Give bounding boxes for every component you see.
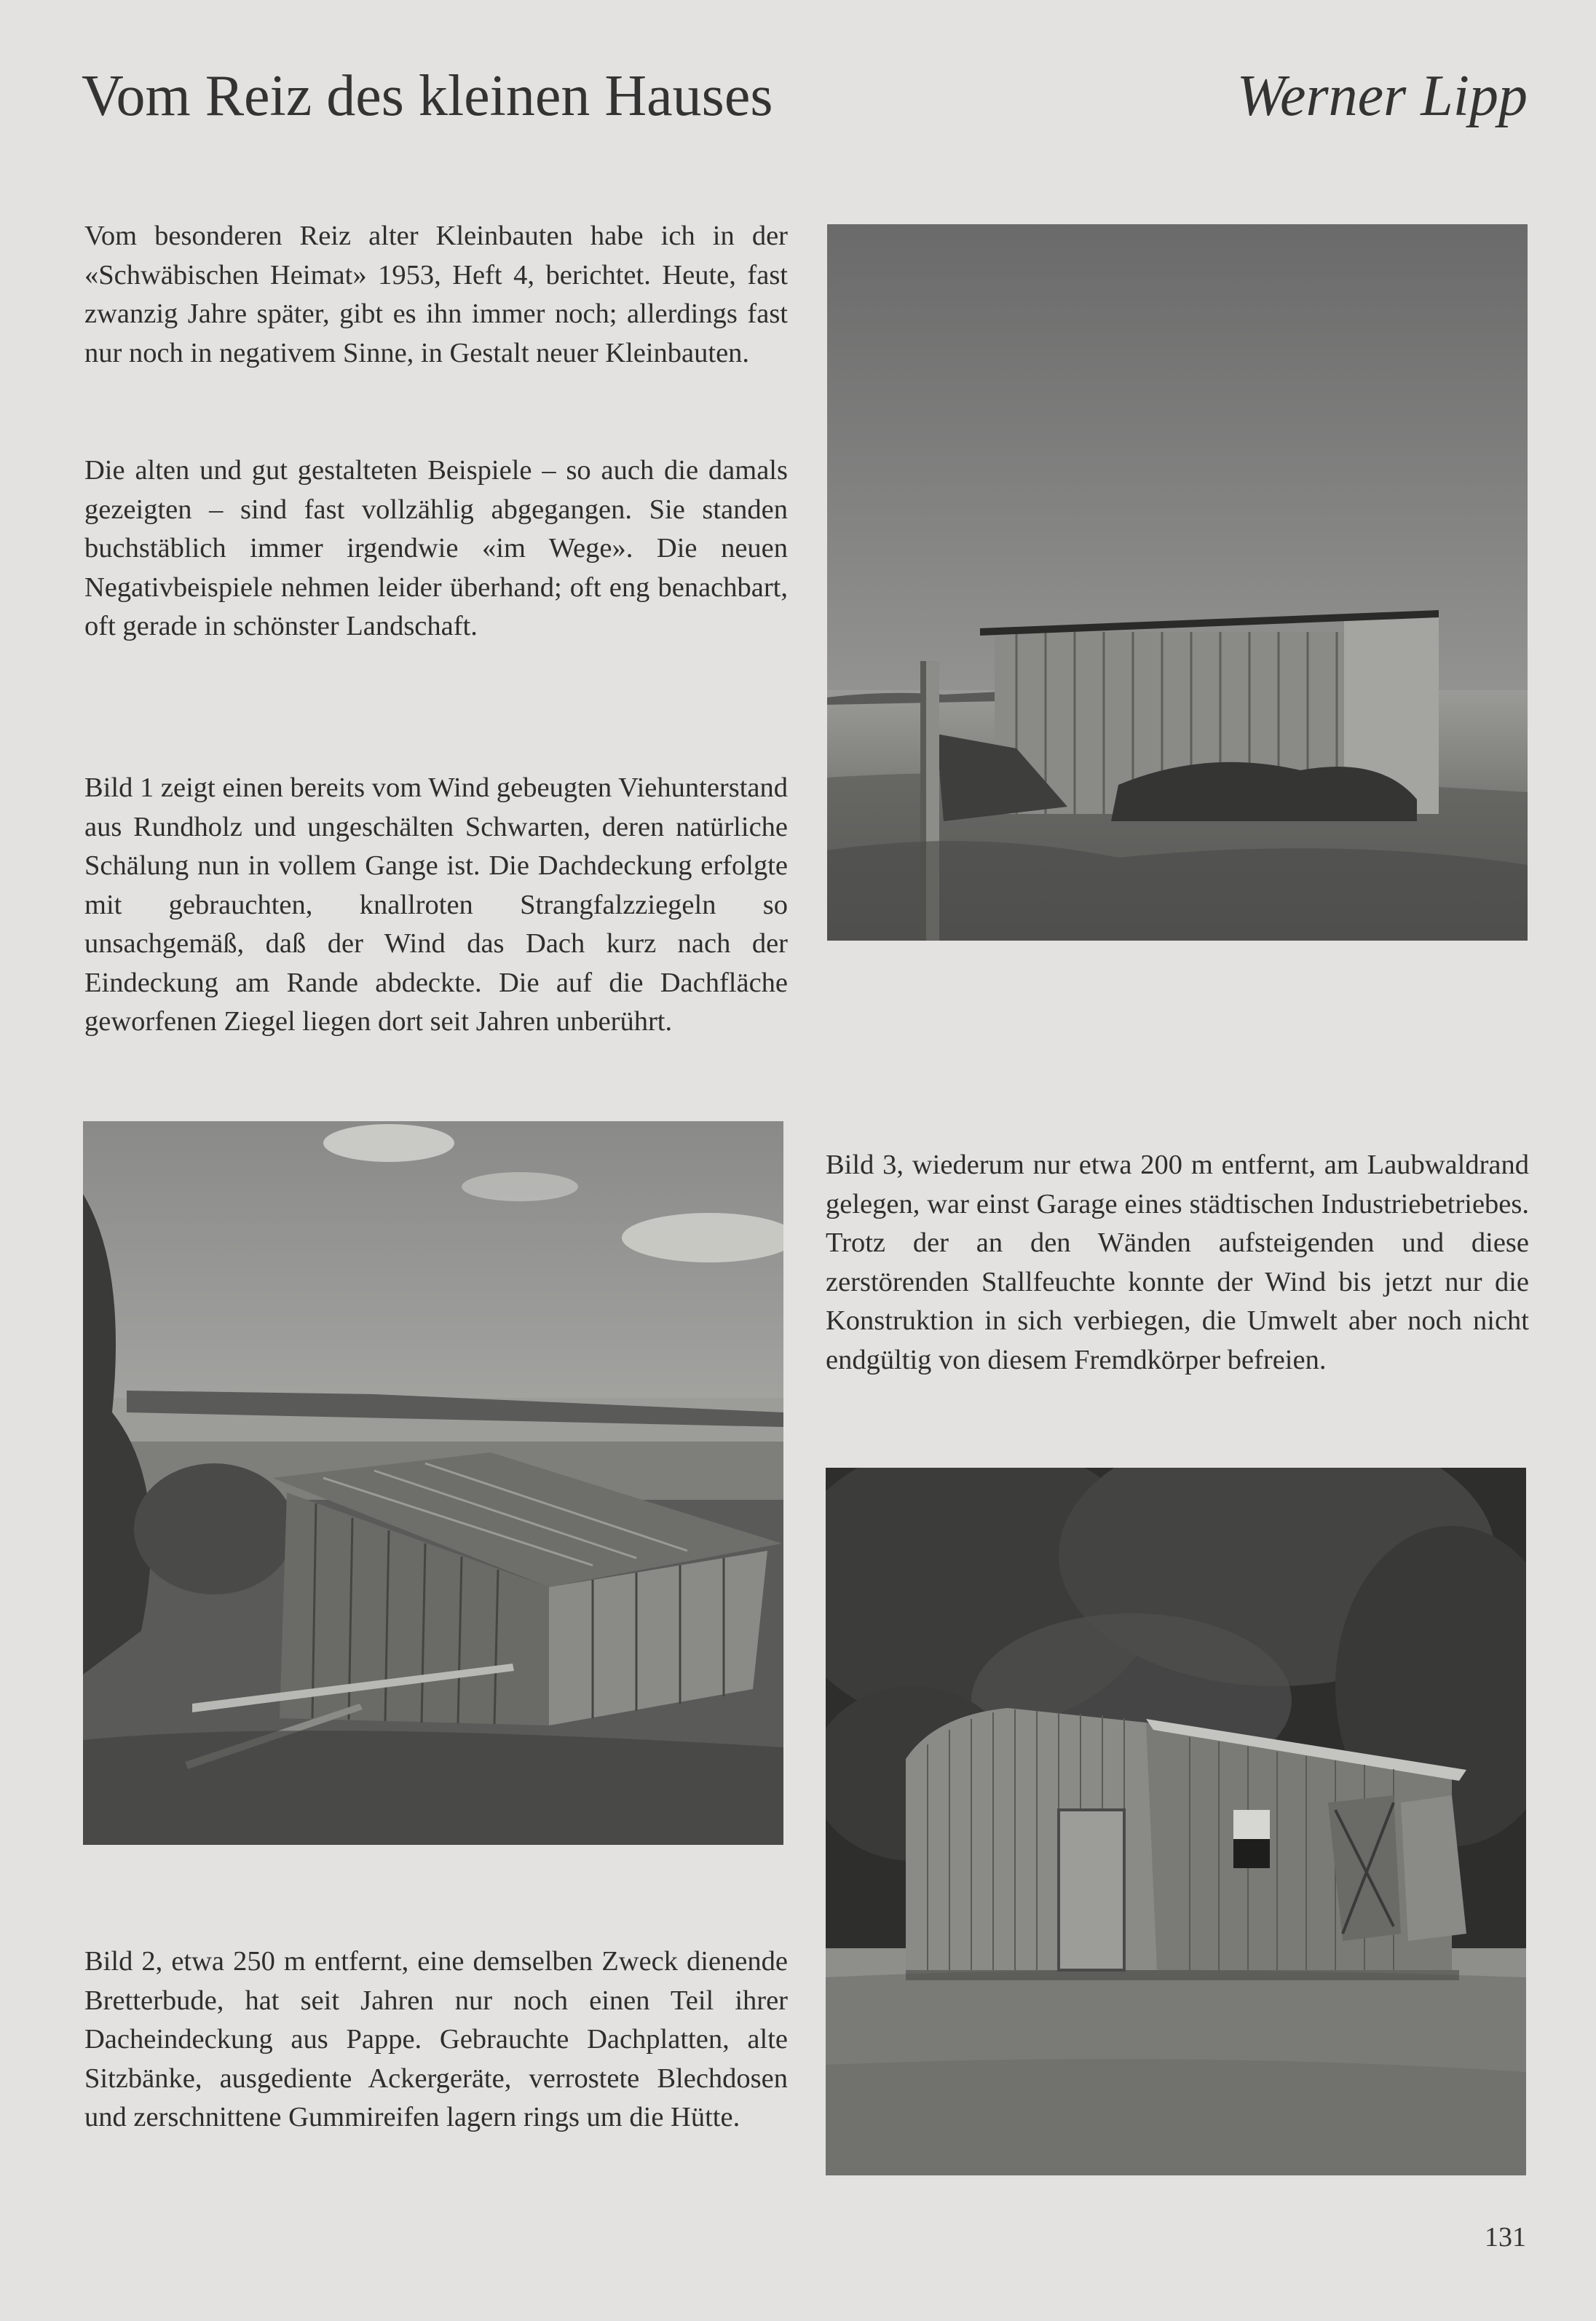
article-title: Vom Reiz des kleinen Hauses (82, 64, 773, 128)
page-number: 131 (1485, 2222, 1526, 2253)
photo-shed-field (827, 224, 1528, 941)
paragraph-bild-3: Bild 3, wiederum nur etwa 200 m entfernt, am Laubwaldrand gelegen, war einst Garage eines städtischen Industriebetriebes. Trotz der an den Wänden aufsteigenden und diese zerstörenden Stallfeuchte konnte der Wind bis jetzt nur die Konstruktion in sich verbiegen, die Umwelt aber noch nicht endgültig von diesem Fremdkörper befreien. (826, 1150, 1529, 1375)
photo-shed-landscape (83, 1121, 783, 1845)
paragraph-bild-2: Bild 2, etwa 250 m entfernt, eine demselben Zweck dienende Bretterbude, hat seit Jahren nur noch einen Teil ihrer Dacheindeckung aus Pappe. Gebrauchte Dachplatten, alte Sitzbänke, ausgediente Ackergeräte, verrostete Blechdosen und zerschnittene Gummireifen lagern rings um die Hütte. (84, 1946, 788, 2132)
paragraph-intro: Vom besonderen Reiz alter Kleinbauten habe ich in der «Schwäbischen Heimat» 1953, Heft 4, berichtet. Heute, fast zwanzig Jahre später, gibt es ihn immer noch; allerdings fast nur noch in negativem Sinne, in Gestalt neuer Kleinbauten. (84, 221, 788, 368)
photo-corrugated-garage (826, 1468, 1526, 2175)
paragraph-bild-1: Bild 1 zeigt einen bereits vom Wind gebeugten Viehunterstand aus Rundholz und ungeschälten Schwarten, deren natürliche Schälung nun in vollem Gange ist. Die Dachdeckung erfolgte mit gebrauchten, knallroten Strangfalzziegeln so unsachgemäß, daß der Wind das Dach kurz nach der Eindeckung am Rande abdeckte. Die auf die Dachfläche geworfenen Ziegel liegen dort seit Jahren unberührt. (84, 772, 788, 1037)
paragraph-old-examples: Die alten und gut gestalteten Beispiele – so auch die damals gezeigten – sind fast vollzählig abgegangen. Sie standen buchstäblich immer irgendwie «im Wege». Die neuen Negativbeispiele nehmen leider überhand; oft eng benachbart, oft gerade in schönster Landschaft. (84, 455, 788, 641)
author-name: Werner Lipp (1236, 64, 1528, 128)
